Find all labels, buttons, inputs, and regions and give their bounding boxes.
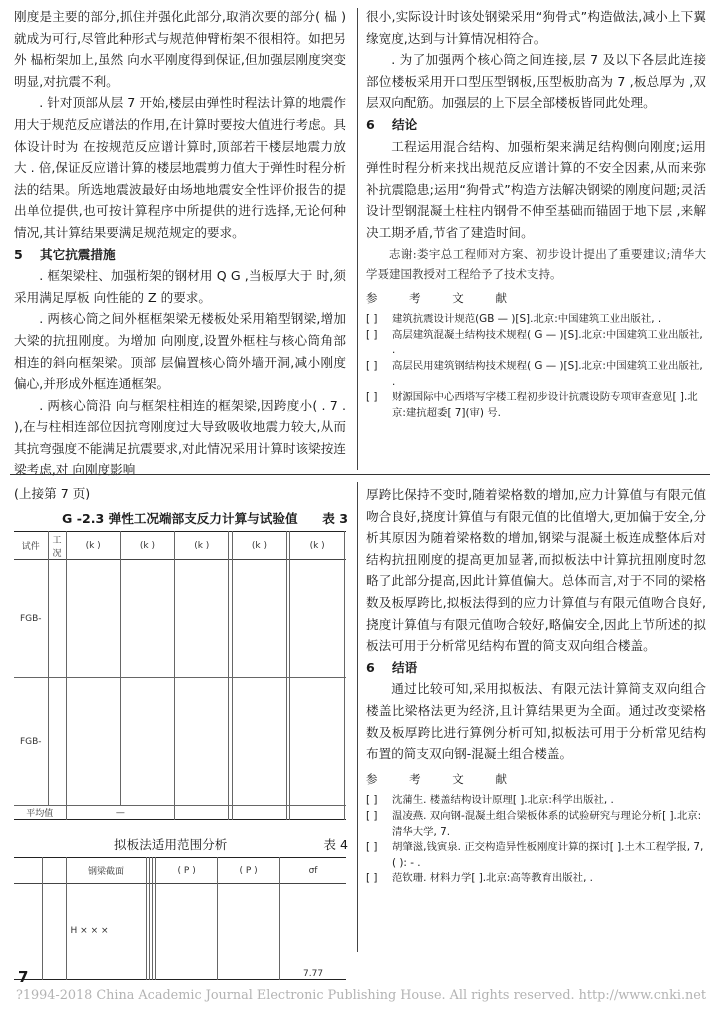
section-number: 6 bbox=[366, 659, 375, 675]
table-header: (k ) bbox=[120, 532, 174, 560]
reference-number: [ ] bbox=[366, 328, 378, 341]
reference-text: 沈蒲生. 楼盖结构设计原理[ ].北京:科学出版社, . bbox=[392, 794, 614, 807]
table-header: ( P ) bbox=[156, 858, 218, 884]
reference-number: [ ] bbox=[366, 872, 378, 885]
section-title: 结语 bbox=[392, 659, 418, 675]
section-title: 结论 bbox=[392, 116, 418, 132]
reference-item bbox=[366, 359, 706, 390]
table-header: (k ) bbox=[175, 532, 229, 560]
reference-item bbox=[366, 840, 706, 871]
paragraph: 工程运用混合结构、加强桁架来满足结构侧向刚度;运用弹性时程分析来找出规范反应谱计算的不安全因素,从而来弥补抗震隐患;运用“狗骨式”构造方法解决钢梁的刚度问题;灵活设计型钢混凝土柱柱内钢骨不伸至基础而锚固于地下层 ,来解决工期矛盾,节省了建造时间。 bbox=[366, 138, 706, 240]
table-header: σf bbox=[280, 858, 346, 884]
section-heading bbox=[14, 244, 346, 266]
paragraph: 刚度是主要的部分,抓住并强化此部分,取消次要的部分( 榀 )就成为可行,尽管此种形式与规范伸臂桁架不很相符。如把另外 榀桁架加上,虽然 向水平刚度得到保证,但加强层刚度突变明显,对抗震不利。 bbox=[14, 9, 346, 89]
table-4-title: 拟板法适用范围分析 bbox=[114, 837, 228, 852]
table-header: (k ) bbox=[66, 532, 120, 560]
table-cell: 平均值 bbox=[26, 809, 54, 819]
reference-text: 温凌燕. 双向钢-混凝土组合梁板体系的试验研究与理论分析[ ].北京:清华大学, 7. bbox=[392, 809, 702, 838]
paragraph: . 两核心筒之间外框框架梁无楼板处采用箱型钢梁,增加大梁的抗扭刚度。为增加 向刚度,设置外框柱与核心筒角部相连的斜向框架梁。顶部 层偏置核心筒外墙开洞,减小刚度偏心,并形成外框连通框架。 bbox=[14, 311, 346, 392]
references-heading: 参 考 文 献 bbox=[366, 771, 521, 786]
reference-item bbox=[366, 809, 706, 840]
section-number: 5 bbox=[14, 246, 23, 262]
paragraph: 厚跨比保持不变时,随着梁格数的增加,应力计算值与有限元值吻合良好,挠度计算值与有限元值的比值增大,更加偏于安全,分析其原因为随着梁格数的增加,钢梁与混凝土板连成整体后对结构抗扭刚度的提高更加显著,而拟板法中计算抗扭刚度时忽略了此部分提高,因此计算值偏大。总体而言,对于不同的梁格数及板厚跨比,拟板法得到的应力计算值与有限元值吻合良好,挠度计算值与有限元值吻合较好,略偏安全,因此上节所述的拟板法可用于分析常见结构布置的简支双向组合楼盖。 bbox=[366, 487, 706, 654]
table-cell: 7.77 bbox=[280, 884, 346, 980]
copyright-footer: ?1994-2018 China Academic Journal Electronic Publishing House. All rights reserved. http://www.cnki.net bbox=[15, 988, 706, 1003]
table-header bbox=[344, 532, 346, 560]
table-4-caption bbox=[14, 834, 348, 853]
reference-number: [ ] bbox=[366, 391, 378, 404]
reference-number: [ ] bbox=[366, 809, 378, 822]
table-3-label: 表 3 bbox=[322, 511, 348, 526]
paragraph: . 框架梁柱、加强桁架的钢材用 Q G ,当板厚大于 时,须采用满足厚板 向性能的 Z 的要求。 bbox=[14, 268, 346, 305]
column-divider bbox=[357, 482, 358, 952]
top-right-column bbox=[366, 6, 706, 421]
table-header: 试件 bbox=[21, 542, 40, 552]
table-cell: H × × × bbox=[66, 884, 146, 980]
paragraph: 很小,实际设计时该处钢梁采用“狗骨式”构造做法,减小上下翼缘宽度,达到与计算情况相符合。 bbox=[366, 9, 706, 46]
reference-text: 范钦珊. 材料力学[ ].北京:高等教育出版社, . bbox=[392, 872, 593, 885]
reference-number: [ ] bbox=[366, 841, 378, 854]
table-cell: FGB- bbox=[19, 736, 42, 747]
reference-text: 胡肇滋,钱寅泉. 正交构造异性板刚度计算的探讨[ ].土木工程学报, 7,( ): - . bbox=[392, 841, 704, 869]
table-header: 工况 bbox=[48, 532, 66, 560]
section-number: 6 bbox=[366, 116, 375, 132]
section-heading bbox=[366, 114, 706, 136]
reference-number: [ ] bbox=[366, 794, 378, 807]
table-header: (k ) bbox=[232, 532, 286, 560]
reference-item bbox=[366, 793, 706, 809]
reference-text: 高层建筑混凝土结构技术规程( G — )[S].北京:中国建筑工业出版社, . bbox=[392, 328, 703, 357]
table-3-title: G -2.3 弹性工况端部支反力计算与试验值 bbox=[62, 511, 298, 526]
table-cell: FGB- bbox=[19, 613, 42, 624]
table-4 bbox=[14, 857, 346, 980]
bottom-right-column bbox=[366, 484, 706, 887]
table-header: (k ) bbox=[290, 532, 344, 560]
references-heading: 参 考 文 献 bbox=[366, 290, 521, 305]
section-title: 其它抗震措施 bbox=[40, 246, 116, 262]
paragraph: . 为了加强两个核心筒之间连接,层 7 及以下各层此连接部位楼板采用开口型压型钢板,压型板肋高为 7 ,板总厚为 ,双层双向配筋。加强层的上下层全部楼板皆同此处理。 bbox=[366, 52, 706, 111]
reference-item bbox=[366, 871, 706, 887]
table-header: 钢梁截面 bbox=[66, 858, 146, 884]
continued-note: (上接第 7 页) bbox=[14, 486, 91, 501]
paragraph: . 两核心筒沿 向与框架柱相连的框架梁,因跨度小( . 7 . ),在与柱相连部位因抗弯刚度过大导致吸收地震力较大,从而其抗弯强度不能满足抗震要求,对此情况采用计算时该梁按连梁考虑,对 向刚度影响 bbox=[14, 397, 346, 478]
reference-item bbox=[366, 390, 706, 421]
paragraph: . 针对顶部从层 7 开始,楼层由弹性时程法计算的地震作用大于规范反应谱法的作用,在计算时要按大值进行考虑。具体设计时为 在按规范反应谱计算时,顶部若干楼层地震力放大 . 倍,保证反应谱计算的楼层地震剪力值大于弹性时程分析法的结果。所选地震波最好由场地地震安全性评价报告的提出单位提供,也可按计算程序中所提供的进行选择,无论何种情况,其计算结果要满足规范规定的要求。 bbox=[14, 95, 346, 240]
reference-item bbox=[366, 312, 706, 328]
table-4-label: 表 4 bbox=[323, 837, 348, 852]
table-3-caption bbox=[14, 508, 348, 527]
top-left-column bbox=[14, 6, 346, 481]
bottom-left-column bbox=[14, 484, 348, 980]
reference-text: 高层民用建筑钢结构技术规程( G — )[S].北京:中国建筑工业出版社, . bbox=[392, 359, 703, 388]
column-divider bbox=[357, 8, 358, 470]
table-3 bbox=[14, 531, 346, 820]
reference-text: 建筑抗震设计规范(GB — )[S].北京:中国建筑工业出版社, . bbox=[392, 313, 662, 326]
reference-item bbox=[366, 328, 706, 359]
reference-number: [ ] bbox=[366, 359, 378, 372]
section-separator bbox=[10, 474, 710, 475]
acknowledgement: 志谢:娄宇总工程师对方案、初步设计提出了重要建议;清华大学聂建国教授对工程给予了技术支持。 bbox=[366, 246, 706, 281]
section-heading bbox=[366, 657, 706, 679]
table-header: ( P ) bbox=[218, 858, 280, 884]
paragraph: 通过比较可知,采用拟板法、有限元法计算简支双向组合楼盖比梁格法更为经济,且计算结果更为全面。通过改变梁格数及板厚跨比进行算例分析可知,拟板法可用于分析常见结构布置的简支双向钢-混凝土组合楼盖。 bbox=[366, 681, 706, 762]
page-number: 7 bbox=[18, 968, 29, 986]
table-cell: — bbox=[66, 806, 175, 820]
reference-number: [ ] bbox=[366, 313, 378, 326]
reference-text: 财源国际中心西塔写字楼工程初步设计抗震设防专项审查意见[ ].北京:建抗超委[ 7](审) 号. bbox=[392, 391, 698, 419]
